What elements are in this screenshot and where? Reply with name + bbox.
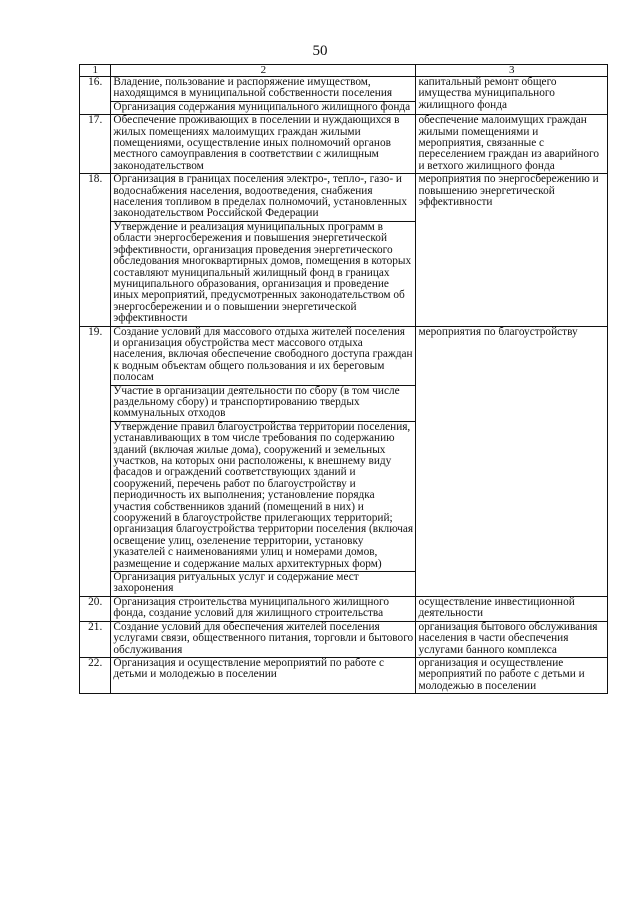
table-row [80,621,608,657]
table-row [80,657,608,693]
column-header-3: 3 [416,65,608,77]
related-activity: обеспечение малоимущих граждан жилыми помещениями и мероприятия, связанные с переселением граждан из аварийного и ветхого жилищного фонда [416,115,608,174]
related-activity: капитальный ремонт общего имущества муниципального жилищного фонда [416,77,608,115]
related-activity: организация бытового обслуживания населения в части обеспечения услугами банного комплекса [416,621,608,657]
table-row [80,326,608,385]
power-description: Создание условий для обеспечения жителей поселения услугами связи, общественного питания, торговли и бытового обслуживания [111,621,416,657]
row-number: 21. [80,621,111,657]
powers-table [79,64,608,694]
column-header-1: 1 [80,65,111,77]
power-description: Участие в организации деятельности по сбору (в том числе раздельному сбору) и транспортированию твердых коммунальных отходов [111,385,416,421]
row-number: 19. [80,326,111,596]
row-number: 17. [80,115,111,174]
table-header-row [80,65,608,77]
row-number: 16. [80,77,111,115]
power-description: Утверждение и реализация муниципальных программ в области энергосбережения и повышения энергетической эффективности, организация проведения энергетического обследования многоквартирных домов, помещения в которых составляют муниципальный жилищный фонд в границах муниципального образования, организация и проведение иных мероприятий, предусмотренных законодательством об энергосбережении и о повышении энергетической эффективности [111,221,416,326]
row-number: 22. [80,657,111,693]
row-number: 18. [80,174,111,326]
power-description: Утверждение правил благоустройства территории поселения, устанавливающих в том числе требования по содержанию зданий (включая жилые дома), сооружений и земельных участков, на которых они расположены, к внешнему виду фасадов и ограждений соответствующих зданий и сооружений, перечень работ по благоустройству и периодичность их выполнения; установление порядка участия собственников зданий (помещений в них) и сооружений в благоустройстве прилегающих территорий; организация благоустройства территории поселения (включая освещение улиц, озеленение территории, установку указателей с наименованиями улиц и номерами домов, размещение и содержание малых архитектурных форм) [111,421,416,571]
related-activity: осуществление инвестиционной деятельности [416,596,608,621]
page-number: 50 [312,43,328,59]
related-activity: организация и осуществление мероприятий по работе с детьми и молодежью в поселении [416,657,608,693]
power-description: Обеспечение проживающих в поселении и нуждающихся в жилых помещениях малоимущих граждан жилыми помещениями, осуществление иных полномочий органов местного самоуправления в соответствии с жилищным законодательством [111,115,416,174]
related-activity: мероприятия по благоустройству [416,326,608,596]
row-number: 20. [80,596,111,621]
table-row [80,174,608,222]
table-row [80,115,608,174]
table-row [80,596,608,621]
power-description: Организация содержания муниципального жилищного фонда [111,101,416,114]
power-description: Создание условий для массового отдыха жителей поселения и организация обустройства мест массового отдыха населения, включая обеспечение свободного доступа граждан к водным объектам общего пользования и их береговым полосам [111,326,416,385]
table-row [80,77,608,102]
power-description: Организация и осуществление мероприятий по работе с детьми и молодежью в поселении [111,657,416,693]
power-description: Организация строительства муниципального жилищного фонда, создание условий для жилищного строительства [111,596,416,621]
column-header-2: 2 [111,65,416,77]
power-description: Организация ритуальных услуг и содержание мест захоронения [111,572,416,597]
related-activity: мероприятия по энергосбережению и повышению энергетической эффективности [416,174,608,326]
power-description: Владение, пользование и распоряжение имуществом, находящимся в муниципальной собственности поселения [111,77,416,102]
power-description: Организация в границах поселения электро-, тепло-, газо- и водоснабжения населения, водоотведения, снабжения населения топливом в пределах полномочий, установленных законодательством Российской Федерации [111,174,416,222]
